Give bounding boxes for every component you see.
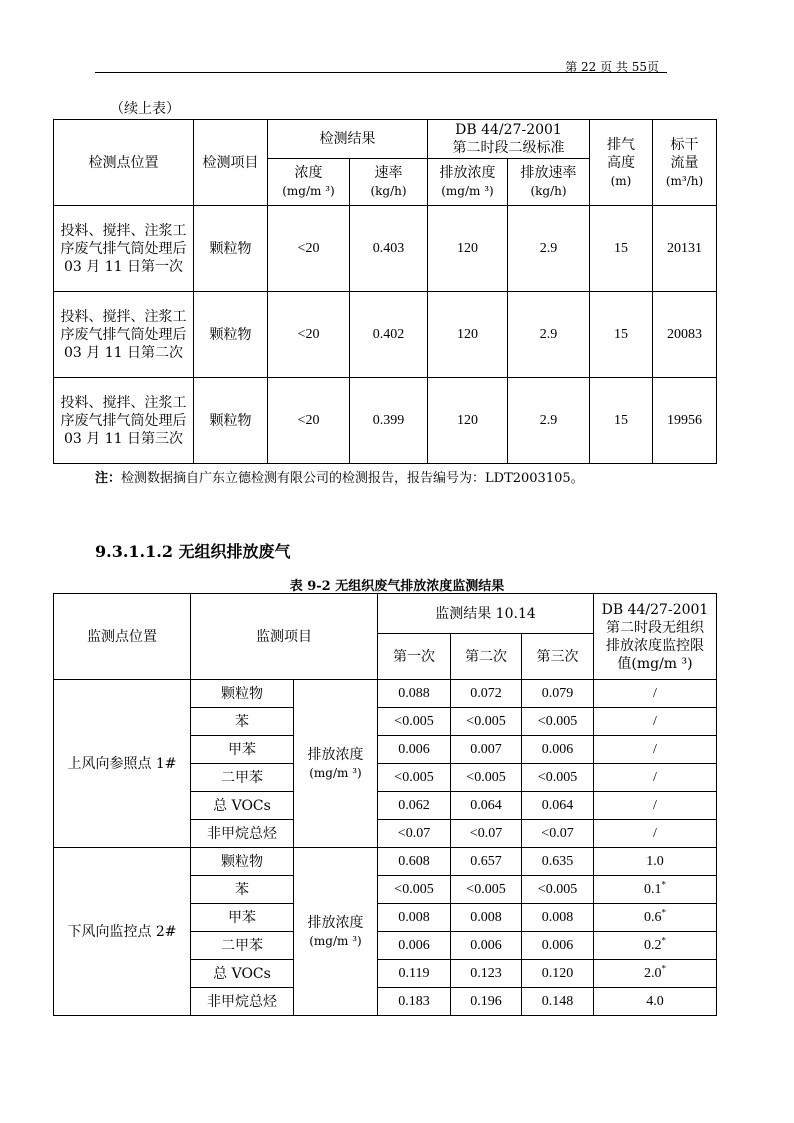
limit-value-cell <box>594 708 717 736</box>
limit-value-cell <box>594 876 717 904</box>
height-label: 排气高度 <box>607 136 635 171</box>
parameter-unit: (mg/m ³) <box>309 933 362 948</box>
table-row <box>54 206 717 292</box>
limit-value: / <box>653 825 657 841</box>
row-conc: <20 <box>268 206 350 292</box>
row-flow: 20083 <box>653 292 717 378</box>
section-title: 9.3.1.1.2 无组织排放废气 <box>95 542 291 561</box>
pollutant-name: 甲苯 <box>191 736 294 764</box>
table-row <box>54 378 717 464</box>
value-second: <0.07 <box>451 820 522 848</box>
limit-value: / <box>653 713 657 729</box>
page-number: 第 22 页 共 55页 <box>565 60 659 74</box>
value-third: 0.120 <box>522 960 594 988</box>
std-conc-label: 排放浓度 <box>439 165 496 181</box>
row-std-conc: 120 <box>428 206 508 292</box>
limit-value: / <box>653 769 657 785</box>
std-rate-unit: (kg/h) <box>530 184 567 198</box>
row-item: 颗粒物 <box>194 378 268 464</box>
monitor-location: 上风向参照点 1# <box>54 680 191 848</box>
limit-value-cell <box>594 932 717 960</box>
row-rate: 0.399 <box>350 378 428 464</box>
value-first: <0.005 <box>378 764 451 792</box>
note-text: 检测数据摘自广东立德检测有限公司的检测报告，报告编号为：LDT2003105。 <box>121 471 584 486</box>
limit-value: 0.6 <box>644 909 662 925</box>
pollutant-name: 非甲烷总烃 <box>191 820 294 848</box>
page-header <box>95 58 667 73</box>
value-second: 0.064 <box>451 792 522 820</box>
header-result: 监测结果 10.14 <box>378 594 594 634</box>
value-third: <0.005 <box>522 708 594 736</box>
row-height: 15 <box>590 378 653 464</box>
value-first: 0.008 <box>378 904 451 932</box>
row-rate: 0.403 <box>350 206 428 292</box>
header-standard <box>428 120 590 159</box>
value-second: 0.007 <box>451 736 522 764</box>
height-unit: (m) <box>610 173 632 188</box>
row-flow: 20131 <box>653 206 717 292</box>
flow-label: 标干流量 <box>670 136 699 171</box>
limit-value: 0.1 <box>644 881 662 897</box>
row-std-conc: 120 <box>428 378 508 464</box>
value-third: 0.006 <box>522 736 594 764</box>
header-flow <box>653 120 717 206</box>
value-first: <0.005 <box>378 876 451 904</box>
header-std-conc <box>428 159 508 206</box>
header-rate <box>350 159 428 206</box>
row-rate: 0.402 <box>350 292 428 378</box>
header-conc <box>268 159 350 206</box>
row-flow: 19956 <box>653 378 717 464</box>
header-item: 监测项目 <box>191 594 378 680</box>
value-second: <0.005 <box>451 876 522 904</box>
value-second: 0.006 <box>451 932 522 960</box>
header-limit <box>594 594 717 680</box>
limit-value: / <box>653 797 657 813</box>
row-conc: <20 <box>268 378 350 464</box>
value-third: 0.635 <box>522 848 594 876</box>
value-first: 0.088 <box>378 680 451 708</box>
limit-value: / <box>653 741 657 757</box>
header-item: 检测项目 <box>194 120 268 206</box>
value-third: <0.005 <box>522 876 594 904</box>
value-third: <0.07 <box>522 820 594 848</box>
pollutant-name: 颗粒物 <box>191 848 294 876</box>
conc-unit: (mg/m ³) <box>282 184 335 198</box>
value-second: 0.123 <box>451 960 522 988</box>
pollutant-name: 颗粒物 <box>191 680 294 708</box>
table-row <box>54 292 717 378</box>
value-third: <0.005 <box>522 764 594 792</box>
value-second: 0.196 <box>451 988 522 1016</box>
limit-value-cell <box>594 680 717 708</box>
value-first: <0.005 <box>378 708 451 736</box>
row-item: 颗粒物 <box>194 292 268 378</box>
value-second: <0.005 <box>451 764 522 792</box>
value-second: 0.008 <box>451 904 522 932</box>
row-std-rate: 2.9 <box>508 292 590 378</box>
limit-value: 4.0 <box>646 993 664 1009</box>
row-std-rate: 2.9 <box>508 206 590 292</box>
row-item: 颗粒物 <box>194 206 268 292</box>
limit-value-cell <box>594 764 717 792</box>
value-third: 0.008 <box>522 904 594 932</box>
location-text: 投料、搅拌、注浆工序废气排气筒处理后 03 月 11 日第一次 <box>60 222 187 275</box>
limit-value-cell <box>594 736 717 764</box>
limit-value-cell <box>594 820 717 848</box>
header-first: 第一次 <box>378 634 451 680</box>
exhaust-monitoring-table <box>53 119 717 464</box>
header-location: 监测点位置 <box>54 594 191 680</box>
limit-text: DB 44/27-2001 第二时段无组织排放浓度监控限值(mg/m ³) <box>601 601 709 672</box>
rate-unit: (kg/h) <box>370 184 407 198</box>
value-third: 0.064 <box>522 792 594 820</box>
conc-label: 浓度 <box>294 165 323 181</box>
table-row <box>54 680 717 708</box>
limit-value: 1.0 <box>646 853 664 869</box>
location-text: 投料、搅拌、注浆工序废气排气筒处理后 03 月 11 日第二次 <box>60 308 187 361</box>
note-label: 注： <box>95 471 122 486</box>
value-first: <0.07 <box>378 820 451 848</box>
monitor-location: 下风向监控点 2# <box>54 848 191 1016</box>
pollutant-name: 二甲苯 <box>191 764 294 792</box>
pollutant-name: 甲苯 <box>191 904 294 932</box>
value-first: 0.006 <box>378 932 451 960</box>
limit-footnote-mark: * <box>661 934 666 945</box>
limit-value-cell <box>594 960 717 988</box>
value-first: 0.608 <box>378 848 451 876</box>
rate-label: 速率 <box>374 165 403 181</box>
header-std-rate <box>508 159 590 206</box>
value-third: 0.148 <box>522 988 594 1016</box>
std-conc-unit: (mg/m ³) <box>441 184 494 198</box>
parameter-cell <box>294 680 378 848</box>
standard-code: DB 44/27-2001 <box>455 122 562 138</box>
limit-value-cell <box>594 904 717 932</box>
value-third: 0.079 <box>522 680 594 708</box>
row-std-conc: 120 <box>428 292 508 378</box>
pollutant-name: 二甲苯 <box>191 932 294 960</box>
parameter-cell <box>294 848 378 1016</box>
value-second: 0.072 <box>451 680 522 708</box>
row-std-rate: 2.9 <box>508 378 590 464</box>
value-first: 0.119 <box>378 960 451 988</box>
limit-value: 0.2 <box>644 937 662 953</box>
fugitive-emission-table <box>53 593 717 1016</box>
row-location <box>54 206 194 292</box>
parameter-label: 排放浓度 <box>307 914 364 931</box>
pollutant-name: 非甲烷总烃 <box>191 988 294 1016</box>
row-location <box>54 292 194 378</box>
table-note <box>95 467 584 486</box>
pollutant-name: 总 VOCs <box>191 792 294 820</box>
flow-unit: (m³/h) <box>665 173 704 188</box>
parameter-unit: (mg/m ³) <box>309 765 362 780</box>
limit-footnote-mark: * <box>661 906 666 917</box>
limit-value: 2.0 <box>644 965 662 981</box>
location-text: 投料、搅拌、注浆工序废气排气筒处理后 03 月 11 日第三次 <box>60 394 187 447</box>
row-location <box>54 378 194 464</box>
standard-name: 第二时段二级标准 <box>452 140 565 156</box>
value-third: 0.006 <box>522 932 594 960</box>
limit-value: / <box>653 685 657 701</box>
table-caption: 表 9-2 无组织废气排放浓度监测结果 <box>289 579 505 594</box>
value-second: <0.005 <box>451 708 522 736</box>
value-first: 0.183 <box>378 988 451 1016</box>
value-second: 0.657 <box>451 848 522 876</box>
row-height: 15 <box>590 206 653 292</box>
parameter-label: 排放浓度 <box>307 746 364 763</box>
limit-value-cell <box>594 792 717 820</box>
limit-footnote-mark: * <box>661 962 666 973</box>
value-first: 0.006 <box>378 736 451 764</box>
row-conc: <20 <box>268 292 350 378</box>
header-height <box>590 120 653 206</box>
table-row <box>54 848 717 876</box>
header-second: 第二次 <box>451 634 522 680</box>
pollutant-name: 苯 <box>191 708 294 736</box>
pollutant-name: 总 VOCs <box>191 960 294 988</box>
header-result: 检测结果 <box>268 120 428 159</box>
std-rate-label: 排放速率 <box>520 165 577 181</box>
continued-label: （续上表） <box>110 101 180 117</box>
limit-value-cell <box>594 988 717 1016</box>
header-location: 检测点位置 <box>54 120 194 206</box>
pollutant-name: 苯 <box>191 876 294 904</box>
header-third: 第三次 <box>522 634 594 680</box>
row-height: 15 <box>590 292 653 378</box>
limit-footnote-mark: * <box>661 878 666 889</box>
value-first: 0.062 <box>378 792 451 820</box>
limit-value-cell <box>594 848 717 876</box>
